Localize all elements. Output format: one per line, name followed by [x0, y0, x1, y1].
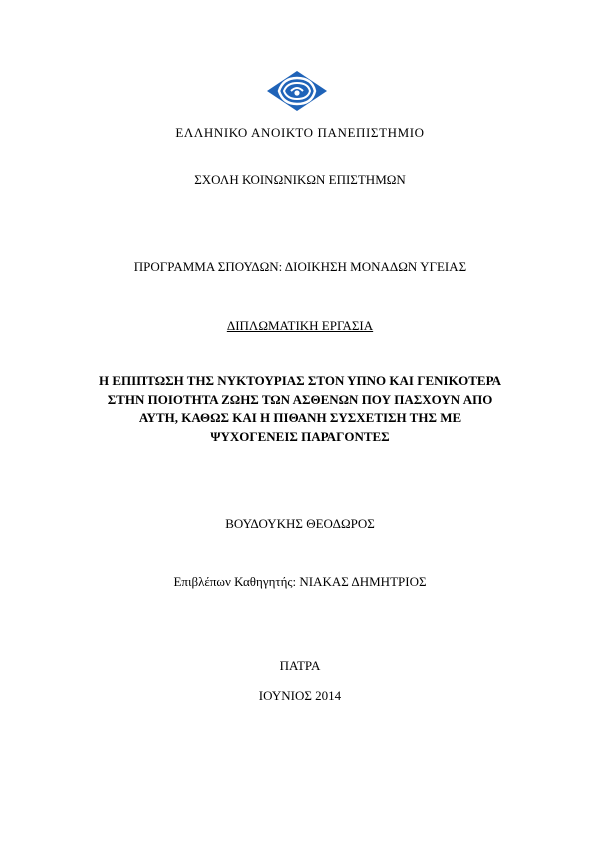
author-name: ΒΟΥΔΟΥΚΗΣ ΘΕΟΔΩΡΟΣ: [225, 516, 375, 531]
city: ΠΑΤΡΑ: [279, 658, 321, 673]
thesis-title-line: Η ΕΠΙΠΤΩΣΗ ΤΗΣ ΝΥΚΤΟΥΡΙΑΣ ΣΤΟΝ ΥΠΝΟ ΚΑΙ ΓΕΝΙΚΟΤΕΡΑ: [98, 373, 502, 388]
study-program: ΠΡΟΓΡΑΜΜΑ ΣΠΟΥΔΩΝ: ΔΙΟΙΚΗΣΗ ΜΟΝΑΔΩΝ ΥΓΕΙΑΣ: [133, 259, 467, 274]
school-name: ΣΧΟΛΗ ΚΟΙΝΩΝΙΚΩΝ ΕΠΙΣΤΗΜΩΝ: [194, 172, 406, 187]
thesis-title-line: ΑΥΤΗ, ΚΑΘΩΣ ΚΑΙ Η ΠΙΘΑΝΗ ΣΥΣΧΕΤΙΣΗ ΤΗΣ ΜΕ: [138, 410, 462, 425]
supervisor: Επιβλέπων Καθηγητής: ΝΙΑΚΑΣ ΔΗΜΗΤΡΙΟΣ: [173, 574, 427, 589]
university-logo-icon: [266, 70, 328, 112]
thesis-title-line: ΣΤΗΝ ΠΟΙΟΤΗΤΑ ΖΩΗΣ ΤΩΝ ΑΣΘΕΝΩΝ ΠΟΥ ΠΑΣΧΟΥΝ ΑΠΟ: [107, 391, 493, 407]
document-type: ΔΙΠΛΩΜΑΤΙΚΗ ΕΡΓΑΣΙΑ: [226, 318, 374, 333]
university-name: ΕΛΛΗΝΙΚΟ ΑΝΟΙΚΤΟ ΠΑΝΕΠΙΣΤΗΜΙΟ: [175, 125, 425, 140]
date: ΙΟΥΝΙΟΣ 2014: [258, 688, 342, 703]
thesis-title-line: ΨΥΧΟΓΕΝΕΙΣ ΠΑΡΑΓΟΝΤΕΣ: [210, 428, 390, 444]
thesis-title: [60, 372, 540, 446]
